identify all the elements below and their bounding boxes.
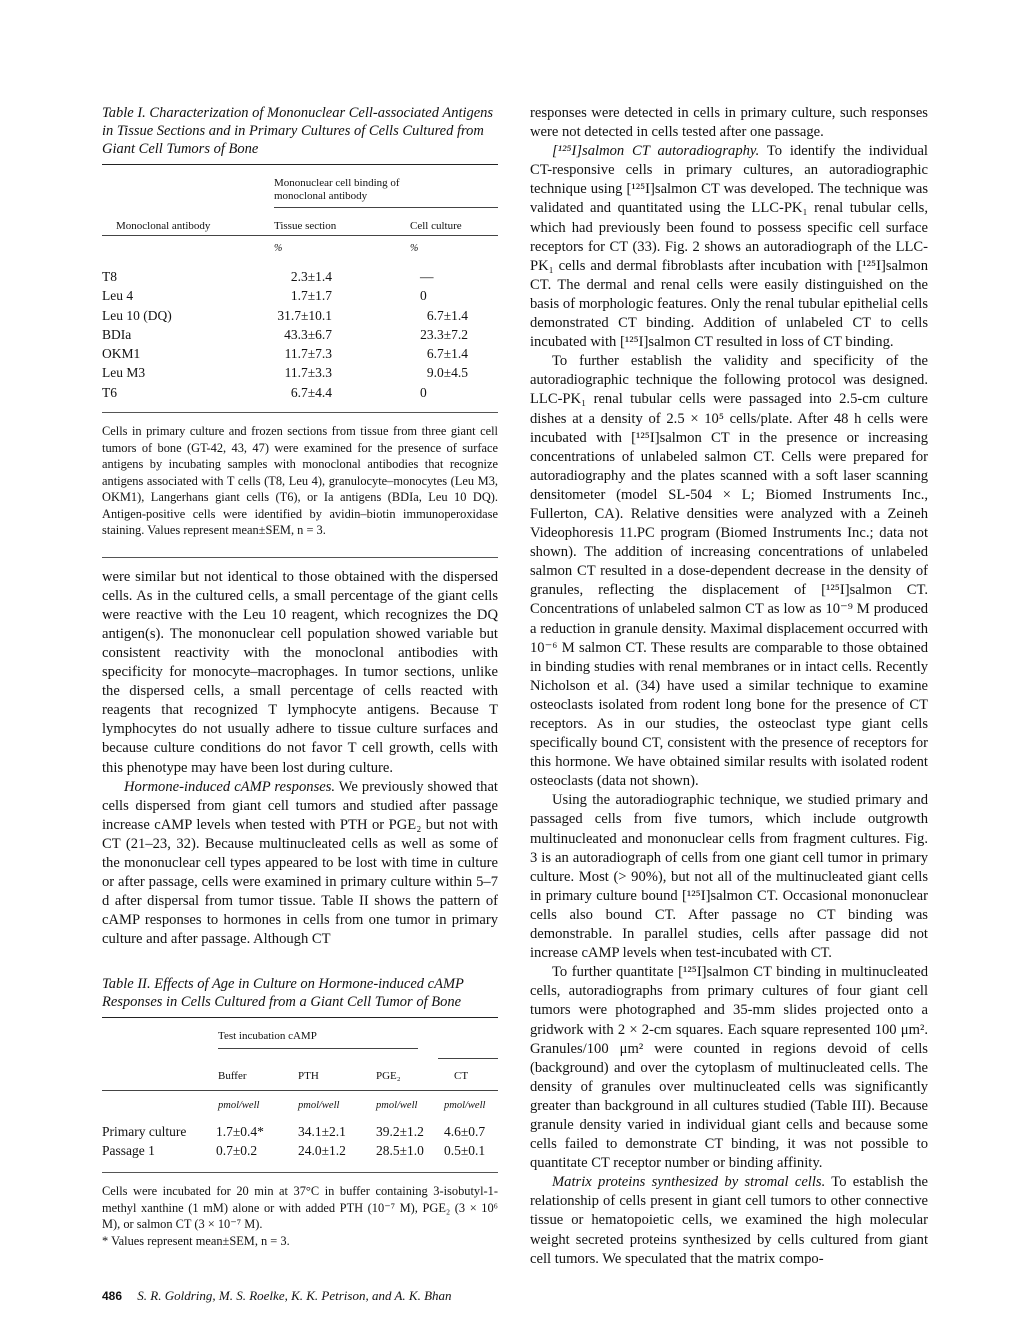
right-paragraph-6 <box>530 1173 928 1268</box>
row-label: Primary culture <box>102 1124 187 1140</box>
tissue-cell: 1.7±1.7 <box>290 288 332 304</box>
right-paragraph-5: To further quantitate [¹²⁵I]salmon CT binding in multinucleated cells, autoradiographs from primary cultures of four giant cell tumors were photographed and 35-mm slides projected onto a gridwork with 2 × 2-cm squares. Each square represented 100 μm². Granules/100 μm² were counted in regions devoid of cells (background) and over the cytoplasm of multinucleated cells. The density of granules over multinucleated cells was significantly greater than background in all cultures studied (Table III). Because granule density varied in individual giant cells and because some cells failed to demonstrate CT binding, it was not possible to quantitate CT receptor number or binding affinity. <box>530 964 928 1172</box>
table1-caption: Table I. Characterization of Mononuclear Cell-associated Antigens in Tissue Sections and in Primary Cultures of Cells Cultured from Giant Cell Tumors of Bone <box>102 105 494 157</box>
table-row <box>102 365 498 384</box>
table2-col-buffer: Buffer <box>218 1070 247 1083</box>
buffer-cell: 0.7±0.2 <box>216 1143 258 1159</box>
antibody-cell: Leu 10 (DQ) <box>102 307 172 323</box>
pge2-cell: 39.2±1.2 <box>376 1124 424 1140</box>
buffer-cell: 1.7±0.4* <box>216 1124 264 1140</box>
antibody-cell: Leu M3 <box>102 365 146 381</box>
left-paragraph-2-text: We previously showed that cells dispersed from giant cell tumors and studied after passage increase cAMP levels when tested with PTH or PGE₂ but not with CT (21–23, 32). Because multinucleated cells as well as some of the mononuclear cell types appeared to be lost with time in culture or after passage, cells were examined in primary culture within 5–7 d after dispersal from tumor tissue. Table II shows the pattern of cAMP responses to hormones in cells from one tumor in primary culture and after passage. Although CT <box>102 778 498 948</box>
table1 <box>102 164 498 413</box>
section-heading-matrix: Matrix proteins synthesized by stromal cells. <box>552 1174 826 1191</box>
table2-header-rule <box>102 1090 498 1091</box>
table2-caption: Table II. Effects of Age in Culture on Hormone-induced cAMP Responses in Cells Cultured from a Giant Cell Tumor of Bone <box>102 976 464 1011</box>
running-authors: S. R. Goldring, M. S. Roelke, K. K. Petrison, and A. K. Bhan <box>137 1288 452 1303</box>
table1-unit-culture: % <box>410 243 419 254</box>
table1-col-antibody: Monoclonal antibody <box>116 220 211 232</box>
right-paragraph-6-text: To establish the relationship of cells present in giant cell tumors to other connective tissue or hematopoietic cells, we examined the high molecular weight secreted proteins synthesized by cells cultured from giant cell tumors. We speculated that the matrix compo- <box>530 1174 928 1267</box>
page-footer <box>102 1288 452 1304</box>
tissue-cell: 43.3±6.7 <box>284 326 332 342</box>
right-paragraph-1: responses were detected in cells in primary culture, such responses were not detected in cells tested after one passage. <box>530 105 928 141</box>
culture-cell: — <box>420 269 434 284</box>
left-paragraph-1: were similar but not identical to those obtained with the dispersed cells. As in the cultured cells, a small percentage of the giant cells were reactive with the Leu 10 reagent, which recognizes the DQ antigen(s). The mononuclear cell population showed variable but consistent reactivity with the monoclonal antibodies with specificity for monocyte–macrophages. In tumor sections, unlike the dispersed cells, a small percentage of cells reacted with reagents that recognized T lymphocyte antigens. Because T lymphocytes do not usually adhere to tissue culture surfaces and because culture conditions do not favor T cell growth, cells with this phenotype may have been lost during culture. <box>102 568 498 776</box>
row-label: Passage 1 <box>102 1143 155 1159</box>
table2-col-ct: CT <box>454 1070 469 1083</box>
table-row <box>102 288 498 307</box>
table-row <box>102 308 498 327</box>
table2-footnote: * Values represent mean±SEM, n = 3. <box>102 1233 290 1248</box>
table2-header <box>102 1018 498 1122</box>
culture-cell: 0 <box>420 288 427 304</box>
section-heading-autoradiography: [¹²⁵I]salmon CT autoradiography. <box>552 143 760 160</box>
table1-bottom-rule <box>102 412 498 413</box>
right-paragraph-2-text: To identify the individual CT-responsive cells in primary cultures, an autoradiographic technique using [¹²⁵I]salmon CT was developed. The technique was validated and quantitated using the LLC-PK₁ renal tubular cells, which had previously been found to possess specific cell surface receptors for CT (33). Fig. 2 shows an autoradiograph of the LLC-PK₁ cells and dermal fibroblasts after incubation with [¹²⁵I]salmon CT. The dermal and renal cells were easily distinguished on the basis of morphologic features. Only the renal tubular epithelial cells demonstrated CT binding. Addition of unlabeled CT to cells incubated with [¹²⁵I]salmon CT resulted in loss of CT binding. <box>530 143 928 351</box>
antibody-cell: T6 <box>102 384 117 400</box>
tissue-cell: 31.7±10.1 <box>277 307 332 323</box>
table1-col-culture: Cell culture <box>410 220 462 232</box>
antibody-cell: BDIa <box>102 326 132 342</box>
table2-unit: pmol/well <box>218 1100 260 1112</box>
table1-span-rule <box>274 207 498 208</box>
table2-bottom-rule <box>102 1172 498 1173</box>
section-heading-camp: Hormone-induced cAMP responses. <box>124 778 336 795</box>
ct-cell: 4.6±0.7 <box>444 1124 486 1140</box>
tissue-cell: 11.7±7.3 <box>284 346 332 362</box>
culture-cell: 6.7±1.4 <box>426 346 468 362</box>
antibody-cell: OKM1 <box>102 346 141 362</box>
antibody-cell: Leu 4 <box>102 288 134 304</box>
pth-cell: 34.1±2.1 <box>298 1124 346 1140</box>
table-row <box>102 327 498 346</box>
table1-unit-tissue: % <box>274 243 283 254</box>
tissue-cell: 11.7±3.3 <box>284 365 332 381</box>
table2-col-pth: PTH <box>298 1070 319 1083</box>
right-paragraph-3: To further establish the validity and specificity of the autoradiographic technique the following protocol was designed. LLC-PK₁ renal tubular cells were passaged into 2.5-cm culture dishes at a density of 2.5 × 10⁵ cells/plate. After 48 h cells were incubated with [¹²⁵I]salmon CT in the presence or increasing concentrations of unlabeled salmon CT. Cells were prepared for autoradiography and the plates scanned with a soft laser scanning densitometer (model SL-504 × L; Biomed Instruments Inc., Fullerton, CA). Relative densities were analyzed with a Zeineh Videophoresis 11.PC program (Biomed Instruments Inc.; data not shown). The addition of increasing concentrations of unlabeled salmon CT resulted in a dose-dependent decrease in the density of granules, reflecting the displacement of [¹²⁵I]salmon CT. Concentrations of unlabeled salmon CT as low as 10⁻⁹ M produced a reduction in granule density. Maximal displacement occurred with 10⁻⁶ M salmon CT. These results are comparable to those obtained in binding studies with renal membranes or in intact cells. Recently Nicholson et al. (34) have used a similar technique to examine osteoclasts isolated from rodent long bone for the presence of CT receptors. As in our studies, the osteoclast type giant cells specifically bound CT, consistent with the presence of receptors for this hormone. We have obtained similar results with isolated rodent osteoclasts (data not shown). <box>530 353 928 790</box>
right-paragraph-4: Using the autoradiographic technique, we studied primary and passaged cells from five tumors, which include outgrowth multinucleated and mononuclear cells from fragment cultures. Fig. 3 is an autoradiograph of cells from one giant cell tumor in primary culture. Most (> 90%), but not all of the multinucleated giant cells in primary culture bound [¹²⁵I]salmon CT. Occasional mononuclear cells also bound CT. After passage no CT binding was demonstrable. In parallel studies, cells after passage did not increase cAMP levels when test-incubated with CT. <box>530 792 928 962</box>
right-paragraph-2 <box>530 142 928 352</box>
table1-col-tissue: Tissue section <box>274 220 337 232</box>
table-row <box>102 346 498 365</box>
table2-span-header: Test incubation cAMP <box>218 1030 317 1043</box>
antibody-cell: T8 <box>102 269 117 284</box>
table2-body <box>102 1122 498 1172</box>
culture-cell: 9.0±4.5 <box>426 365 468 381</box>
table1-separator <box>102 557 498 558</box>
table2-span-rule <box>218 1048 418 1049</box>
table-row <box>102 1143 498 1162</box>
table2 <box>102 1017 498 1173</box>
culture-cell: 6.7±1.4 <box>426 307 468 323</box>
tissue-cell: 6.7±4.4 <box>290 384 332 400</box>
table2-note: Cells were incubated for 20 min at 37°C in buffer containing 3-isobutyl-1-methyl xanthine (1 mM) alone or with added PTH (10⁻⁷ M), PGE₂ (3 × 10⁶ M), or salmon CT (3 × 10⁻⁷ M). <box>102 1184 498 1232</box>
table2-col-pge2: PGE₂ <box>376 1070 401 1083</box>
table1-span-header: Mononuclear cell binding of monoclonal antibody <box>274 177 400 202</box>
pge2-cell: 28.5±1.0 <box>376 1143 424 1159</box>
table-row <box>102 1124 498 1143</box>
table2-unit: pmol/well <box>444 1100 486 1112</box>
table-row <box>102 385 498 404</box>
right-column <box>530 104 928 1269</box>
table1-header-rule <box>102 235 498 236</box>
table1-note: Cells in primary culture and frozen sections from tissue from three giant cell tumors of bone (GT-42, 43, 47) were examined for the presence of surface antigens by incubating samples with monoclonal antibodies that recognize antigens associated with T cells (T8, Leu 4), granulocyte–monocytes (Leu M3, OKM1), Langerhans giant cells (T6), or Ia antigens (BDIa, Leu 10 DQ). Antigen-positive cells were identified by avidin–biotin immunoperoxidase staining. Values represent mean±SEM, n = 3. <box>102 424 498 538</box>
left-paragraph-2 <box>102 778 498 950</box>
pth-cell: 24.0±1.2 <box>298 1143 346 1159</box>
table1-header <box>102 165 498 265</box>
table2-ct-rule <box>438 1058 498 1059</box>
table2-unit: pmol/well <box>376 1100 418 1112</box>
page-number: 486 <box>102 1289 123 1303</box>
left-column <box>102 104 498 1249</box>
table-row <box>102 269 498 288</box>
ct-cell: 0.5±0.1 <box>444 1143 486 1159</box>
left-body-text <box>102 568 498 950</box>
culture-cell: 23.3±7.2 <box>420 326 468 342</box>
culture-cell: 0 <box>420 384 427 400</box>
tissue-cell: 2.3±1.4 <box>290 269 332 284</box>
table2-unit: pmol/well <box>298 1100 340 1112</box>
table1-body <box>102 265 498 412</box>
